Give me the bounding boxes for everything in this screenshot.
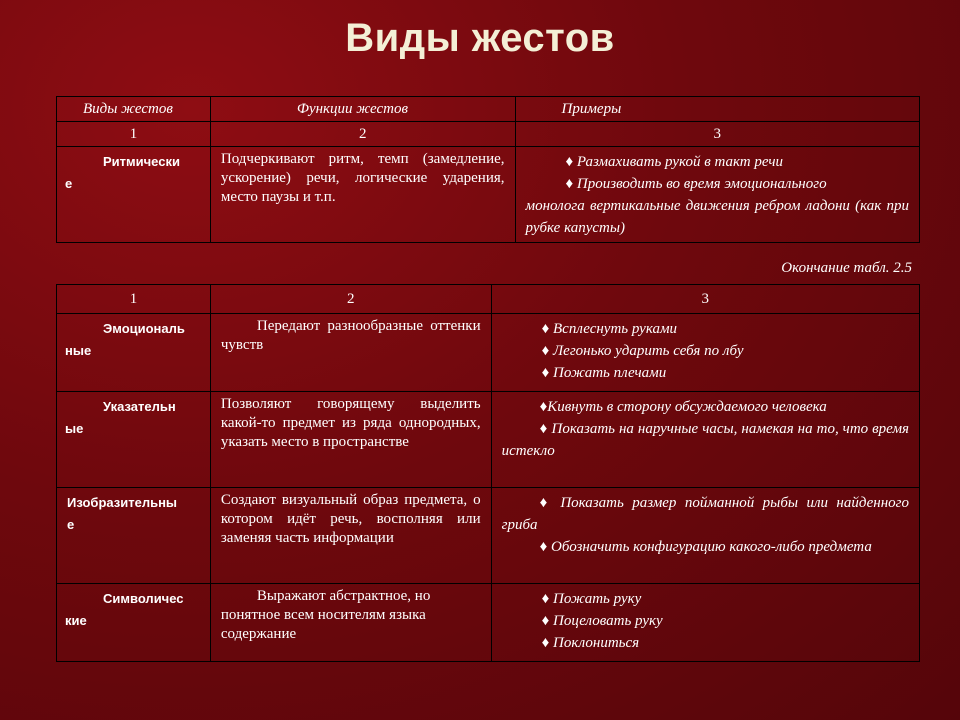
- header-gesture-functions: Функции жестов: [210, 97, 515, 122]
- example-item-continuation: монолога вертикальные движения ребром ладони (как при рубке капусты): [525, 198, 909, 236]
- example-item: ♦ Всплеснуть руками: [541, 321, 678, 337]
- table-row-emotional: [57, 314, 920, 392]
- slide-title: Виды жестов: [345, 16, 615, 60]
- table-row-pictorial: [57, 488, 920, 584]
- gesture-function-cell: Создают визуальный образ предмета, о котором идёт речь, восполняя или заменяя часть информации: [210, 488, 491, 584]
- gesture-kind-cell: [57, 392, 211, 488]
- header-examples: Примеры: [515, 97, 919, 122]
- gesture-function-cell: Выражают абстрактное, но понятное всем носителям языка содержание: [210, 584, 491, 662]
- gesture-examples-cell: [491, 488, 919, 584]
- column-number-3: 3: [491, 285, 919, 314]
- example-item: ♦ Поцеловать руку: [541, 613, 663, 629]
- example-item: ♦Кивнуть в сторону обсуждаемого человека: [539, 399, 827, 415]
- gesture-kind-line2: ные: [65, 343, 92, 358]
- gesture-kind-line1: Эмоциональ: [103, 321, 185, 336]
- example-item: ♦ Пожать плечами: [541, 365, 667, 381]
- gesture-function-cell: Подчеркивают ритм, темп (замедление, ускорение) речи, логические ударения, место паузы и т.п.: [210, 147, 515, 243]
- gesture-examples-cell: [515, 147, 919, 243]
- gestures-table-part1: [56, 96, 920, 243]
- example-item: ♦ Обозначить конфигурацию какого-либо предмета: [539, 539, 872, 555]
- gesture-kind-line1: Указательн: [103, 399, 176, 414]
- gesture-kind-line2: е: [65, 176, 73, 191]
- example-item: ♦ Производить во время эмоционального: [565, 176, 827, 192]
- gesture-kind-cell: [57, 488, 211, 584]
- column-number-3: 3: [515, 122, 919, 147]
- gesture-kind-line2: ые: [65, 421, 84, 436]
- column-number-1: 1: [57, 285, 211, 314]
- column-number-1: 1: [57, 122, 211, 147]
- header-gesture-types: Виды жестов: [57, 97, 211, 122]
- gesture-function-cell: Позволяют говорящему выделить какой-то предмет из ряда однородных, указать место в пространстве: [210, 392, 491, 488]
- example-item: ♦ Показать на наручные часы, намекая на то, что время истекло: [501, 421, 909, 459]
- table-row-symbolic: [57, 584, 920, 662]
- gesture-kind-line2: е: [67, 517, 75, 532]
- example-item: ♦ Поклониться: [541, 635, 640, 651]
- gesture-kind-line2: кие: [65, 613, 87, 628]
- gesture-kind-line1: Изобразительны: [67, 495, 178, 510]
- example-item: ♦ Показать размер пойманной рыбы или найденного гриба: [501, 495, 909, 533]
- column-number-2: 2: [210, 285, 491, 314]
- gesture-examples-cell: [491, 392, 919, 488]
- gesture-kind-line1: Ритмически: [103, 154, 180, 169]
- column-number-2: 2: [210, 122, 515, 147]
- gestures-table-part2: [56, 284, 920, 662]
- column-number-row: [57, 122, 920, 147]
- example-item: ♦ Размахивать рукой в такт речи: [565, 154, 783, 170]
- gesture-kind-line1: Символичес: [103, 591, 184, 606]
- example-item: ♦ Пожать руку: [541, 591, 642, 607]
- gesture-examples-cell: [491, 584, 919, 662]
- table-row-rhythmic: [57, 147, 920, 243]
- gesture-kind-cell: [57, 147, 211, 243]
- gesture-examples-cell: [491, 314, 919, 392]
- example-item: ♦ Легонько ударить себя по лбу: [541, 343, 744, 359]
- gesture-function-cell: Передают разнообразные оттенки чувств: [210, 314, 491, 392]
- column-number-row: [57, 285, 920, 314]
- table-continuation-note: Окончание табл. 2.5: [781, 260, 912, 276]
- gesture-kind-cell: [57, 314, 211, 392]
- table-row-indicative: [57, 392, 920, 488]
- table-header-row: [57, 97, 920, 122]
- gesture-kind-cell: [57, 584, 211, 662]
